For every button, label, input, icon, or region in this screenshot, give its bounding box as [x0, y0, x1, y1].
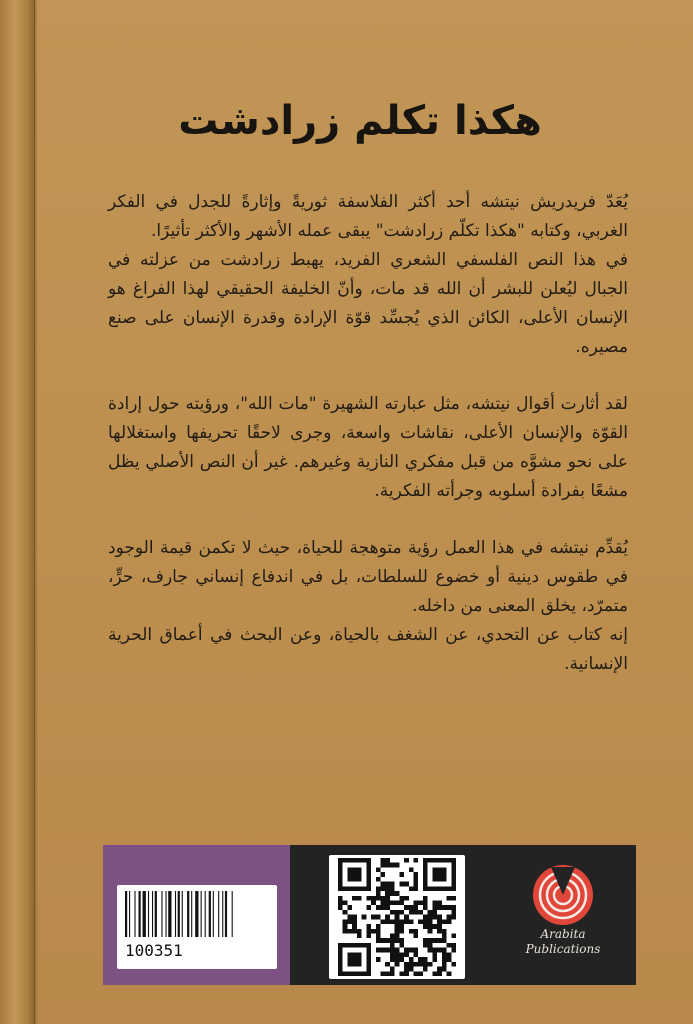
blurb-paragraph-4: يُقدِّم نيتشه في هذا العمل رؤية متوهجة للحياة، حيث لا تكمن قيمة الوجود في طقوس دينية أو خضوع للسلطات، بل في اندفاع إنساني جارف، حرٍّ، متمرّد، يخلق المعنى من داخله.	[108, 538, 628, 616]
barcode-bars	[123, 891, 271, 937]
book-spine	[0, 0, 35, 1024]
barcode-panel	[103, 845, 290, 985]
barcode-number: 100351	[125, 941, 183, 960]
blurb-paragraph-2: في هذا النص الفلسفي الشعري الفريد، يهبط زرادشت من عزلته في الجبال ليُعلن للبشر أن الله قد مات، وأنّ الخليفة الحقيقي لهذا الفراغ هو الإنسان الأعلى، الكائن الذي يُجسِّد قوّة الإرادة وقدرة الإنسان على صنع مصيره.	[108, 250, 628, 357]
publisher-name-line2: Publications	[525, 942, 601, 956]
blurb-paragraph-5: إنه كتاب عن التحدي، عن الشغف بالحياة، وعن البحث في أعماق الحرية الإنسانية.	[108, 625, 628, 674]
blurb-paragraph-3: لقد أثارت أقوال نيتشه، مثل عبارته الشهيرة "مات الله"، ورؤيته حول إرادة القوّة والإنسان الأعلى، نقاشات واسعة، وجرى لاحقًا تحريفها واستغلالها على نحو مشوَّه من قبل مفكري النازية وغيرهم. غير أن النص الأصلي يظل مشعًا بفرادة أسلوبه وجرأته الفكرية.	[108, 394, 628, 501]
book-title: هكذا تكلم زرادشت	[178, 98, 542, 144]
info-band	[103, 845, 636, 985]
blurb-text	[108, 188, 628, 679]
publisher-logo	[513, 863, 613, 979]
qr-code-pattern	[336, 858, 458, 976]
publisher-name-line1: Arabita	[540, 927, 586, 941]
qr-code	[329, 855, 465, 979]
blurb-paragraph-1: يُعَدّ فريدريش نيتشه أحد أكثر الفلاسفة ثوريةً وإثارةً للجدل في الفكر الغربي، وكتابه "هكذا تكلّم زرادشت" يبقى عمله الأشهر والأكثر تأثيرًا.	[108, 192, 628, 241]
spine-hinge-shadow	[34, 0, 38, 1024]
publisher-emblem-icon	[531, 863, 595, 927]
barcode	[117, 885, 277, 969]
